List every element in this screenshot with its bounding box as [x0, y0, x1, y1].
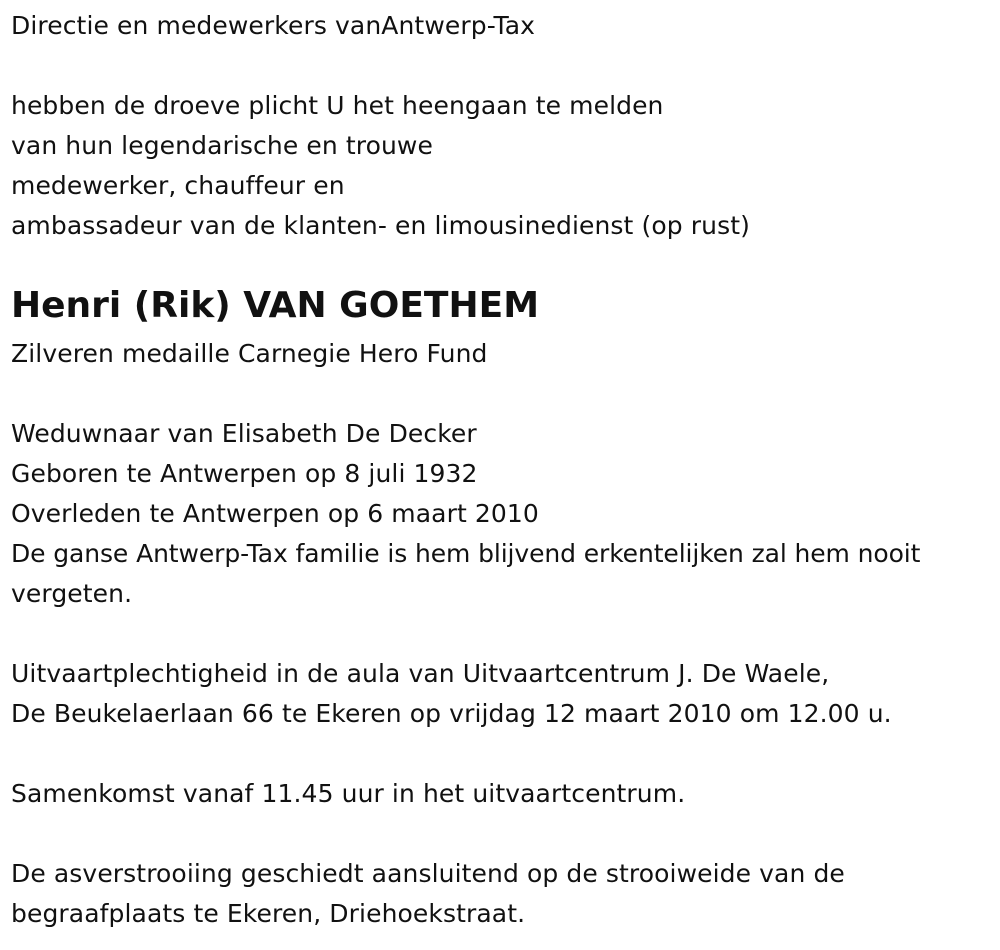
scattering-line: begraafplaats te Ekeren, Driehoekstraat.: [11, 899, 526, 928]
ceremony-line: De Beukelaerlaan 66 te Ekeren op vrijdag 12 maart 2010 om 12.00 u.: [11, 699, 892, 728]
detail-line: vergeten.: [11, 579, 133, 608]
detail-line: Weduwnaar van Elisabeth De Decker: [11, 419, 477, 448]
ceremony-line: Uitvaartplechtigheid in de aula van Uitvaartcentrum J. De Waele,: [11, 659, 830, 688]
detail-line: De ganse Antwerp-Tax familie is hem blijvend erkentelijken zal hem nooit: [11, 539, 921, 568]
intro-line: van hun legendarische en trouwe: [11, 131, 433, 160]
honor-line: Zilveren medaille Carnegie Hero Fund: [11, 339, 488, 368]
detail-line: Overleden te Antwerpen op 6 maart 2010: [11, 499, 539, 528]
scattering-line: De asverstrooiing geschiedt aansluitend op de strooiweide van de: [11, 859, 845, 888]
sender-line: Directie en medewerkers vanAntwerp-Tax: [11, 11, 536, 40]
intro-line: medewerker, chauffeur en: [11, 171, 345, 200]
gathering-line: Samenkomst vanaf 11.45 uur in het uitvaartcentrum.: [11, 779, 686, 808]
detail-line: Geboren te Antwerpen op 8 juli 1932: [11, 459, 478, 488]
deceased-name: Henri (Rik) VAN GOETHEM: [11, 285, 540, 326]
intro-line: ambassadeur van de klanten- en limousinedienst (op rust): [11, 211, 750, 240]
intro-line: hebben de droeve plicht U het heengaan te melden: [11, 91, 664, 120]
